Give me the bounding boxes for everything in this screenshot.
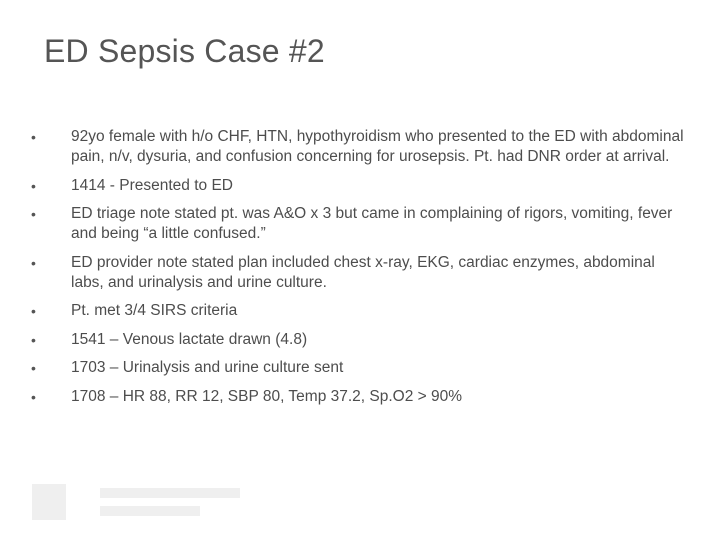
bullet-text: 1708 – HR 88, RR 12, SBP 80, Temp 37.2, Sp.O2 > 90% bbox=[71, 387, 463, 405]
bullet-text: 1414 - Presented to ED bbox=[71, 176, 233, 194]
bullet-text: Pt. met 3/4 SIRS criteria bbox=[71, 302, 238, 319]
bullet-item bbox=[30, 387, 690, 407]
bullet-dot: • bbox=[31, 206, 36, 222]
bullet-dot: • bbox=[31, 331, 36, 348]
bullet-dot: • bbox=[31, 177, 36, 194]
bullet-text: 1541 – Venous lactate drawn (4.8) bbox=[71, 330, 308, 348]
bullet-item bbox=[30, 358, 690, 378]
bullet-text: ED provider note stated plan included chest x-ray, EKG, cardiac enzymes, abdominal labs, and urinalysis and urine culture. bbox=[71, 253, 655, 291]
bullet-text: 1703 – Urinalysis and urine culture sent bbox=[71, 359, 344, 376]
faint-logo-watermark bbox=[30, 478, 250, 528]
slide-title: ED Sepsis Case #2 bbox=[44, 33, 325, 69]
bullet-dot: • bbox=[31, 303, 36, 319]
bullet-item bbox=[30, 330, 690, 350]
bullet-text: ED triage note stated pt. was A&O x 3 but came in complaining of rigors, vomiting, fever and being “a little confused.” bbox=[71, 205, 673, 242]
bullet-item bbox=[30, 301, 690, 321]
bullet-item bbox=[30, 253, 690, 293]
bullet-item bbox=[30, 176, 690, 196]
bullet-item bbox=[30, 204, 690, 244]
bullet-dot: • bbox=[31, 254, 36, 271]
bullet-dot: • bbox=[31, 388, 36, 405]
bullet-dot: • bbox=[31, 129, 36, 145]
bullet-dot: • bbox=[31, 360, 36, 376]
bullet-item bbox=[30, 127, 690, 167]
bullet-list bbox=[30, 127, 690, 415]
bullet-text: 92yo female with h/o CHF, HTN, hypothyroidism who presented to the ED with abdominal pain, n/v, dysuria, and confusion concerning for urosepsis. Pt. had DNR order at arrival. bbox=[71, 128, 684, 165]
